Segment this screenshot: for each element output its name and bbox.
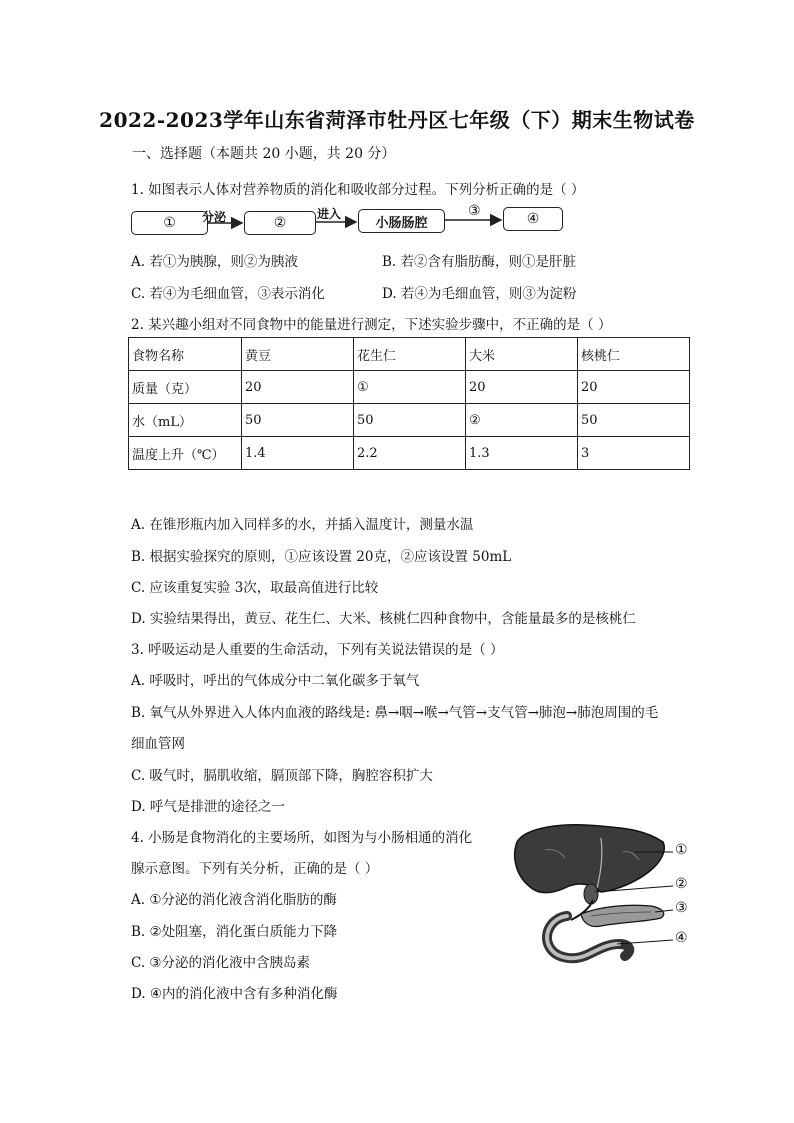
liver-icon — [515, 825, 665, 893]
gallbladder-icon — [584, 884, 598, 904]
table-header-cell: 花生仁 — [354, 338, 466, 371]
question-2-stem: 2. 某兴趣小组对不同食物中的能量进行测定，下述实验步骤中，不正确的是（ ） — [131, 317, 612, 333]
table-cell: 3 — [578, 437, 690, 470]
figure-label-1: ① — [675, 842, 688, 858]
table-header-cell: 大米 — [466, 338, 578, 371]
q4-option-d: D. ④内的消化液中含有多种消化酶 — [131, 986, 338, 1002]
table-cell: 水（mL） — [129, 404, 242, 437]
table-header-cell: 黄豆 — [242, 338, 354, 371]
q3-option-a: A. 呼吸时，呼出的气体成分中二氧化碳多于氧气 — [131, 673, 420, 689]
q4-option-c: C. ③分泌的消化液中含胰岛素 — [131, 955, 311, 971]
table-header-cell: 核桃仁 — [578, 338, 690, 371]
flow-box-2: ② — [244, 211, 316, 235]
q2-option-d: D. 实验结果得出，黄豆、花生仁、大米、核桃仁四种食物中，含能量最多的是核桃仁 — [131, 611, 636, 627]
table-cell: 50 — [578, 404, 690, 437]
table-header-cell: 食物名称 — [129, 338, 242, 371]
figure-label-4: ④ — [675, 930, 688, 946]
table-cell: ① — [354, 371, 466, 404]
digestive-gland-figure — [505, 820, 695, 975]
table-row — [129, 371, 690, 404]
flow-arrows — [0, 0, 794, 240]
table-cell: 50 — [354, 404, 466, 437]
energy-table — [128, 337, 690, 470]
question-4-stem-cont: 腺示意图。下列有关分析，正确的是（ ） — [131, 861, 379, 877]
q3-option-d: D. 呼气是排泄的途径之一 — [131, 799, 285, 815]
table-cell: 20 — [242, 371, 354, 404]
table-cell: 20 — [466, 371, 578, 404]
table-row — [129, 437, 690, 470]
q2-option-a: A. 在锥形瓶内加入同样多的水，并插入温度计，测量水温 — [131, 517, 474, 533]
flow-label-3: ③ — [468, 203, 481, 219]
q1-option-c: C. 若④为毛细血管，③表示消化 — [131, 286, 325, 302]
table-cell: 温度上升（℃） — [129, 437, 242, 470]
q4-option-a: A. ①分泌的消化液含消化脂肪的酶 — [131, 892, 337, 908]
table-cell: 1.3 — [466, 437, 578, 470]
q1-option-d: D. 若④为毛细血管，则③为淀粉 — [382, 286, 577, 302]
table-row — [129, 404, 690, 437]
question-3-stem: 3. 呼吸运动是人重要的生命活动，下列有关说法错误的是（ ） — [131, 642, 504, 658]
q2-option-c: C. 应该重复实验 3次，取最高值进行比较 — [131, 580, 379, 596]
flow-box-small-intestine: 小肠肠腔 — [358, 209, 445, 233]
q3-option-b: B. 氧气从外界进入人体内血液的路线是: 鼻→咽→喉→气管→支气管→肺泡→肺泡周围的毛 — [131, 705, 659, 721]
table-cell: 质量（克） — [129, 371, 242, 404]
question-1-stem: 1. 如图表示人体对营养物质的消化和吸收部分过程。下列分析正确的是（ ） — [131, 182, 585, 198]
table-cell: ② — [466, 404, 578, 437]
flow-label-secrete: 分泌 — [202, 210, 227, 224]
table-header-row — [129, 338, 690, 371]
q1-option-a: A. 若①为胰腺，则②为胰液 — [131, 254, 298, 270]
q2-option-b: B. 根据实验探究的原则，①应该设置 20克，②应该设置 50mL — [131, 549, 512, 565]
q4-option-b: B. ②处阻塞，消化蛋白质能力下降 — [131, 924, 338, 940]
table-cell: 2.2 — [354, 437, 466, 470]
page-title: 2022-2023学年山东省菏泽市牡丹区七年级（下）期末生物试卷 — [99, 108, 695, 132]
figure-label-2: ② — [675, 876, 688, 892]
flow-box-4: ④ — [503, 207, 563, 231]
q3-option-c: C. 吸气时，膈肌收缩，膈顶部下降，胸腔容积扩大 — [131, 768, 433, 784]
section-heading: 一、选择题（本题共 20 小题，共 20 分） — [132, 146, 396, 162]
table-cell: 50 — [242, 404, 354, 437]
question-4-stem: 4. 小肠是食物消化的主要场所，如图为与小肠相通的消化 — [131, 830, 473, 846]
q3-option-b-cont: 细血管网 — [131, 736, 185, 752]
table-cell: 20 — [578, 371, 690, 404]
flow-box-1: ① — [131, 211, 208, 235]
figure-label-3: ③ — [675, 900, 688, 916]
flow-label-enter: 进入 — [317, 207, 342, 221]
q1-option-b: B. 若②含有脂肪酶，则①是肝脏 — [382, 254, 577, 270]
table-cell: 1.4 — [242, 437, 354, 470]
